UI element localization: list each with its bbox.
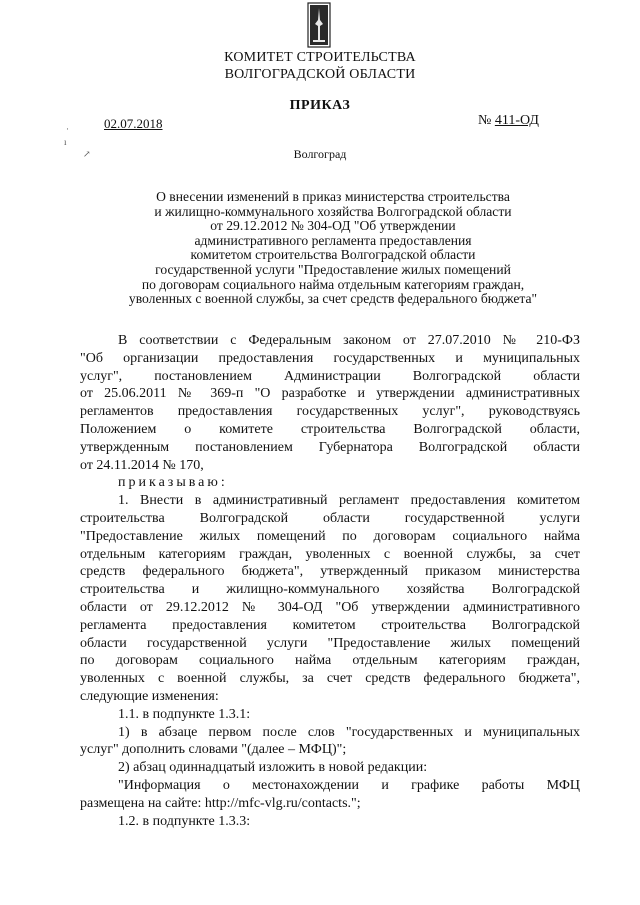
- preamble-line: услуг", постановлением Администрации Волгоградской области: [80, 368, 580, 384]
- preamble-line: "Об организации предоставления государственных и муниципальных: [80, 350, 580, 366]
- document-body: [80, 332, 580, 830]
- item1-line: регламента предоставления комитетом строительства Волгоградской: [80, 617, 580, 633]
- subitem-1-1-a-line: 1) в абзаце первом после слов "государственных и муниципальных: [118, 724, 580, 740]
- item1-line: уволенных с военной службы, за счет средств федерального бюджета",: [80, 671, 580, 687]
- org-name-line2: ВОЛГОГРАДСКОЙ ОБЛАСТИ: [224, 67, 416, 82]
- city: Волгоград: [293, 147, 347, 161]
- item1-line: области от 29.12.2012 № 304-ОД "Об утверждении административного: [80, 599, 580, 615]
- subject-line: О внесении изменений в приказ министерства строительства: [156, 189, 510, 204]
- number-value: 411-ОД: [494, 113, 539, 128]
- document-number: [478, 113, 539, 129]
- mfc-info-line: размещена на сайте: http://mfc-vlg.ru/contacts.";: [80, 795, 361, 811]
- item1-line: отдельным категориям граждан, уволенных с военной службы, за счет: [80, 546, 580, 562]
- item1-line: по договорам социального найма отдельным категориям граждан,: [80, 653, 580, 669]
- subitem-1-1: 1.1. в подпункте 1.3.1:: [118, 706, 251, 722]
- preamble-line: от 24.11.2014 № 170,: [80, 457, 204, 473]
- org-name-line1: КОМИТЕТ СТРОИТЕЛЬСТВА: [224, 50, 416, 65]
- subject-line: и жилищно-коммунального хозяйства Волгоградской области: [154, 203, 512, 219]
- subject-line: от 29.12.2012 № 304-ОД "Об утверждении: [210, 218, 456, 234]
- document-type: ПРИКАЗ: [289, 98, 351, 113]
- subject-line: уволенных с военной службы, за счет средств федерального бюджета": [128, 291, 538, 307]
- subject-line: административного регламента предоставления: [194, 232, 472, 248]
- subject-line: комитетом строительства Волгоградской области: [190, 247, 476, 263]
- document-date: 02.07.2018: [104, 116, 163, 131]
- preamble-line: регламентов предоставления государственных услуг", руководствуясь: [80, 404, 580, 420]
- preamble-line: Положением о комитете строительства Волгоградской области,: [80, 421, 580, 437]
- mfc-info-line: "Информация о местонахождении и графике работы МФЦ: [118, 777, 580, 793]
- subitem-1-2: 1.2. в подпункте 1.3.3:: [118, 813, 251, 829]
- preamble-line: утвержденным постановлением Губернатора Волгоградской области: [80, 439, 580, 455]
- scan-speck: ↗: [83, 149, 91, 159]
- coat-of-arms-icon: [307, 2, 331, 48]
- scan-speck: ·: [66, 124, 69, 134]
- scan-speck: ı: [64, 137, 67, 147]
- subject-line: по договорам социального найма отдельным категориям граждан,: [141, 276, 525, 292]
- subitem-1-1-b: 2) абзац одиннадцатый изложить в новой редакции:: [118, 760, 428, 776]
- item1-line: "Предоставление жилых помещений по договорам социального найма: [80, 528, 580, 544]
- subitem-1-1-a-line: услуг" дополнить словами "(далее – МФЦ)";: [80, 742, 347, 758]
- item1-line: области государственной услуги "Предоставление жилых помещений: [80, 635, 580, 651]
- item1-line: строительства Волгоградской области государственной услуги: [80, 510, 580, 526]
- order-word: приказываю:: [118, 475, 228, 491]
- item1-line: следующие изменения:: [80, 688, 219, 704]
- subject-line: государственной услуги "Предоставление жилых помещений: [155, 261, 511, 277]
- item1-line: 1. Внести в административный регламент предоставления комитетом: [118, 493, 580, 509]
- preamble-line: от 25.06.2011 № 369-п "О разработке и утверждении административных: [80, 386, 580, 402]
- item1-line: средств федерального бюджета", утвержденный приказом министерства: [80, 564, 580, 580]
- item1-line: строительства и жилищно-коммунального хозяйства Волгоградской: [80, 582, 580, 598]
- preamble-line: В соответствии с Федеральным законом от 27.07.2010 № 210-ФЗ: [118, 333, 580, 348]
- document-subject: [80, 190, 586, 307]
- number-sign: №: [478, 113, 492, 128]
